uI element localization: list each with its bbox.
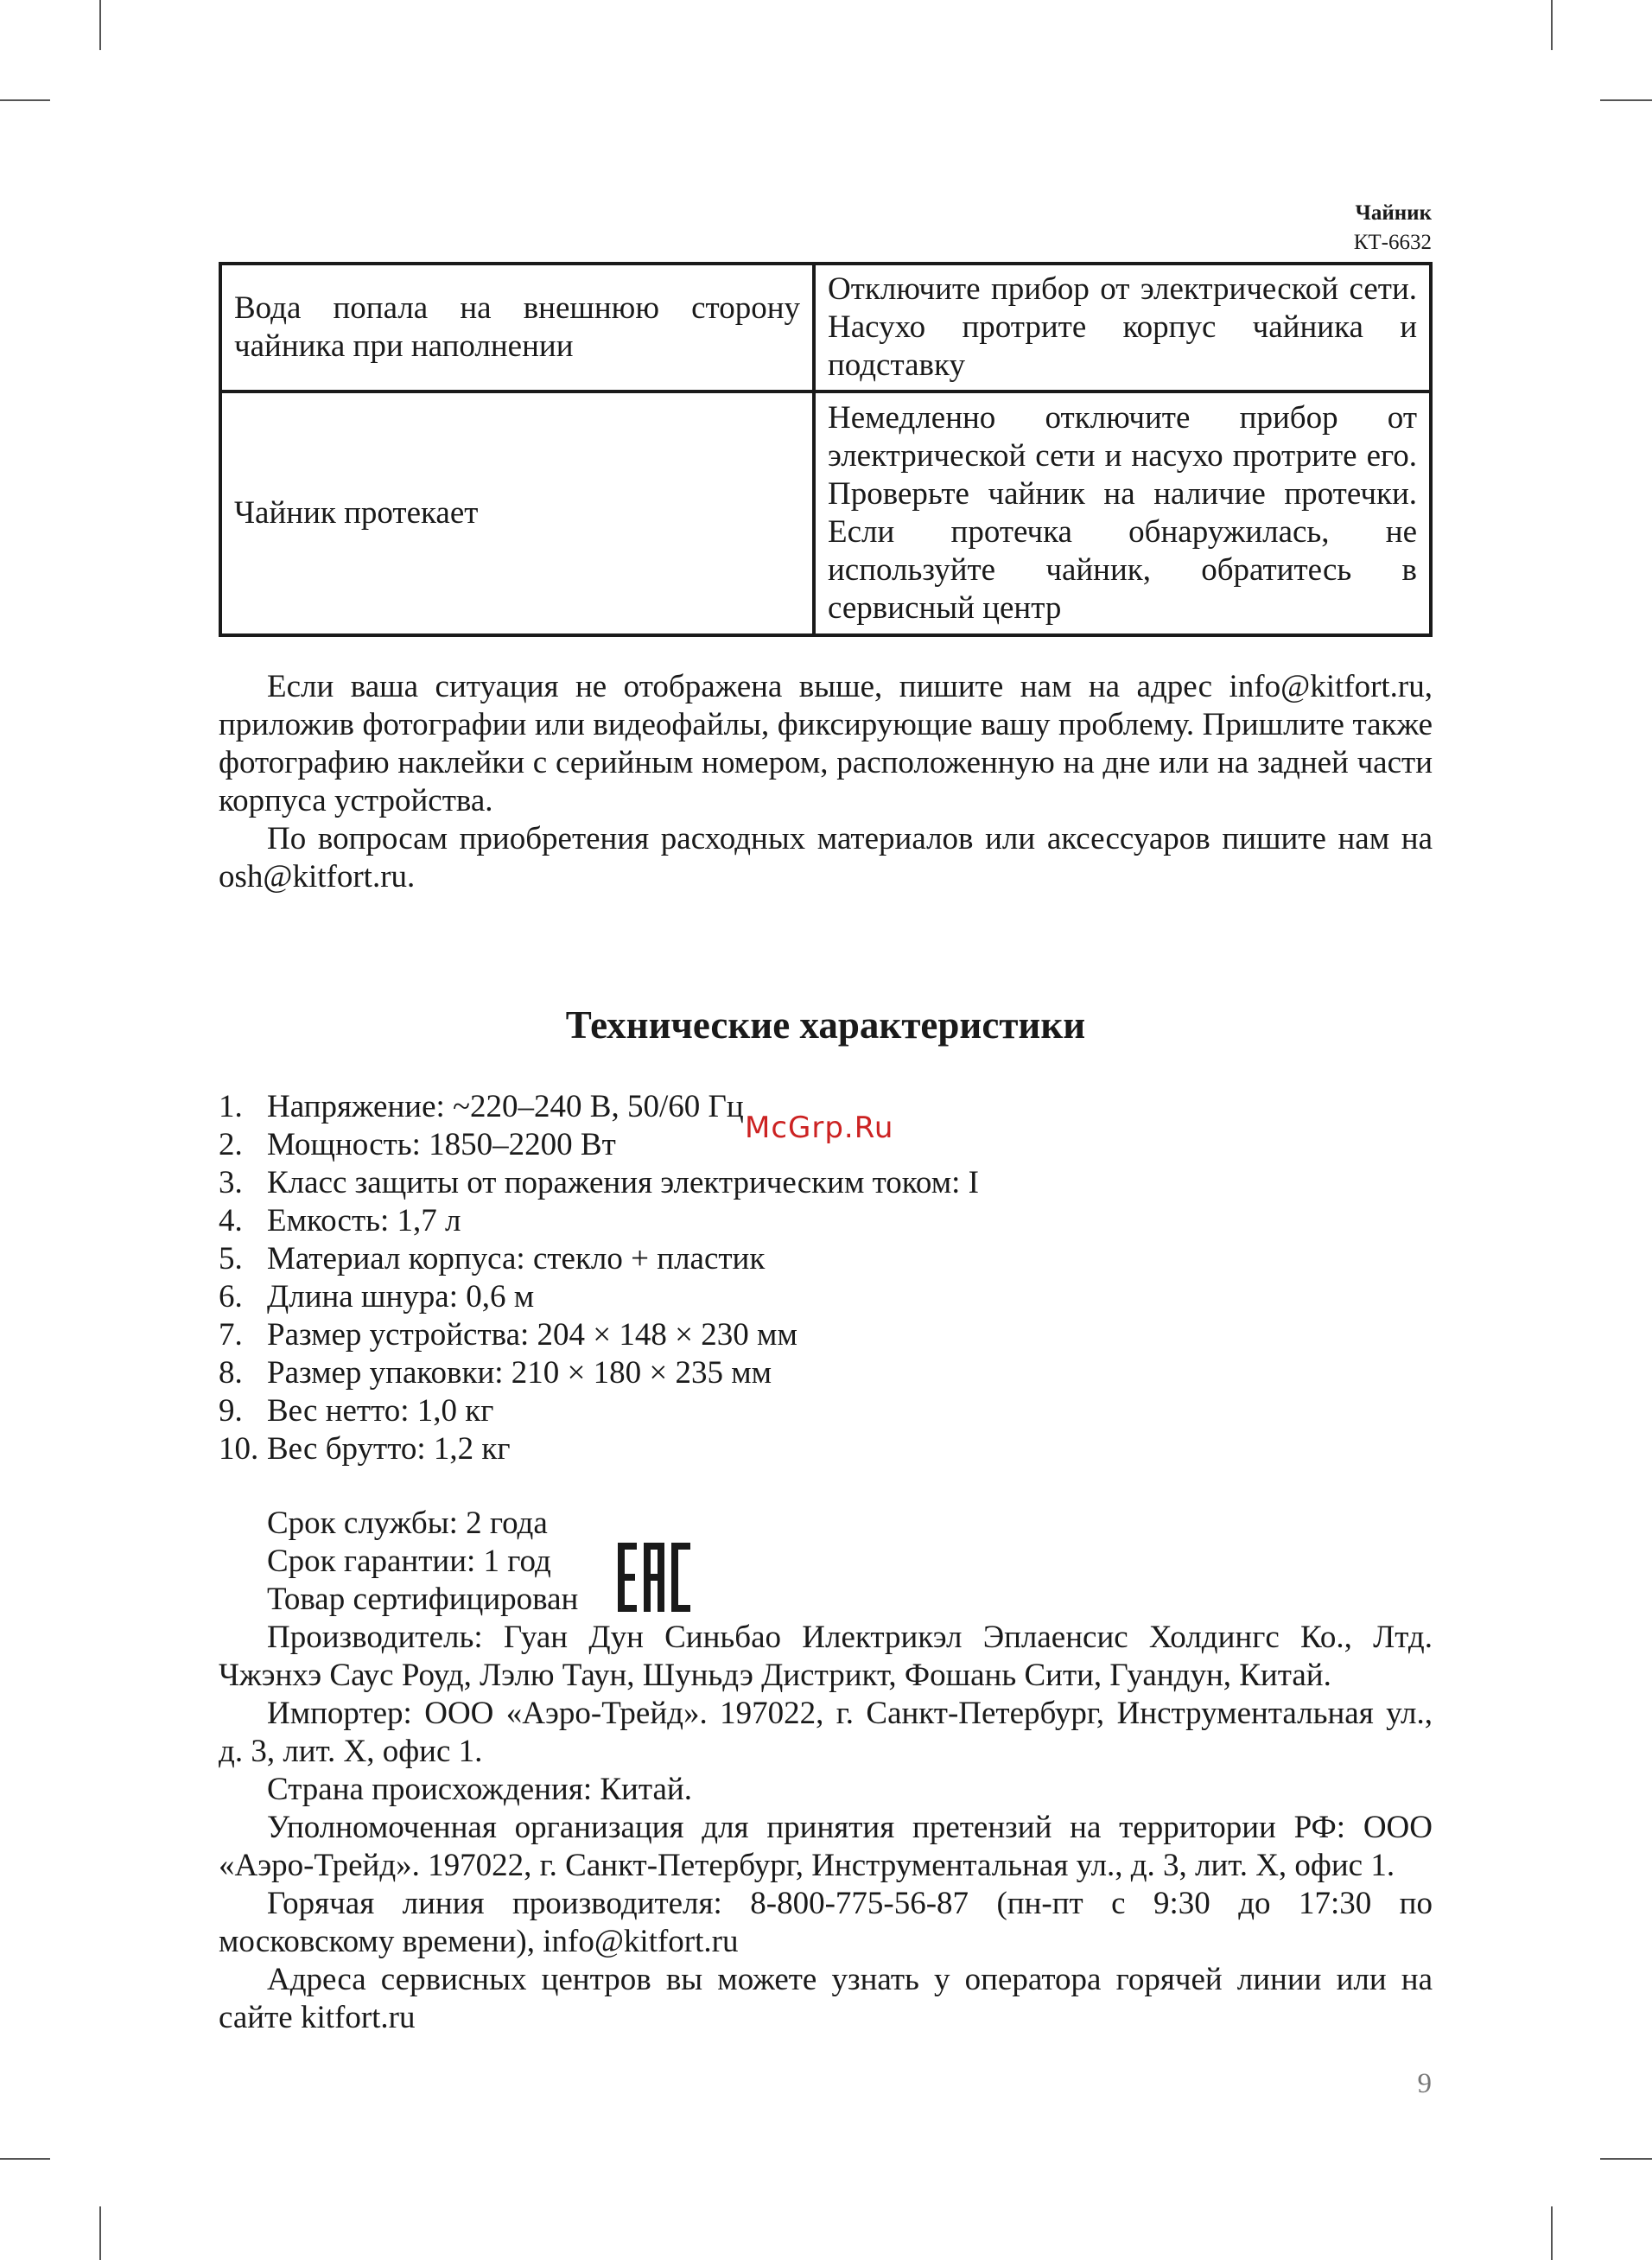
section-title: Технические характеристики <box>565 1003 1086 1047</box>
running-header <box>1354 199 1432 258</box>
list-item <box>219 1088 1255 1126</box>
item-text: Класс защиты от поражения электрическим током: I <box>267 1165 979 1200</box>
item-text: Вес брутто: 1,2 кг <box>267 1431 511 1467</box>
item-number: 5. <box>219 1241 243 1276</box>
item-number: 1. <box>219 1089 243 1124</box>
list-item <box>219 1278 1255 1316</box>
crop-mark-bottom-left <box>99 2206 101 2260</box>
eac-mark-icon <box>618 1543 690 1612</box>
info-paragraph: Уполномоченная организация для принятия претензий на территории РФ: ООО «Аэро-Трейд». 197022, г. Санкт-Петербург, Инструментальная ул., д. 3, лит. Х, офис 1. <box>219 1810 1433 1883</box>
page-number: 9 <box>1417 2068 1432 2099</box>
item-number: 4. <box>219 1203 243 1238</box>
specs-list <box>219 1088 1255 1468</box>
info-paragraph: Производитель: Гуан Дун Синьбао Илектрикэл Эплаенсис Холдингс Ко., Лтд. Чжэнхэ Саус Роуд, Лэлю Таун, Шуньдэ Дистрикт, Фошань Сити, Гуандун, Китай. <box>219 1620 1433 1693</box>
item-text: Размер устройства: 204 × 148 × 230 мм <box>267 1317 797 1353</box>
list-item <box>219 1126 1255 1164</box>
service-info <box>219 1505 1433 2037</box>
list-item <box>219 1392 1255 1430</box>
problem-cell: Вода попала на внешнюю сторону чайника при наполнении <box>220 264 814 392</box>
list-item <box>219 1240 1255 1278</box>
problem-cell: Чайник протекает <box>220 392 814 635</box>
warranty: Срок гарантии: 1 год <box>267 1544 551 1579</box>
info-paragraph: Страна происхождения: Китай. <box>267 1772 692 1807</box>
table-row <box>220 392 1431 635</box>
info-paragraph: Горячая линия производителя: 8-800-775-56-87 (пн-пт с 9:30 до 17:30 по московскому времени), info@kitfort.ru <box>219 1886 1433 1959</box>
item-text: Емкость: 1,7 л <box>267 1203 461 1238</box>
troubleshooting-table <box>219 262 1433 637</box>
list-item <box>219 1164 1255 1202</box>
item-number: 2. <box>219 1127 243 1162</box>
service-life: Срок службы: 2 года <box>267 1506 548 1541</box>
solution-cell: Отключите прибор от электрической сети. Насухо протрите корпус чайника и подставку <box>814 264 1431 392</box>
contact-paragraph: По вопросам приобретения расходных материалов или аксессуаров пишите нам на osh@kitfort.ru. <box>219 821 1433 894</box>
certified-text: Товар сертифицирован <box>267 1582 579 1617</box>
item-text: Мощность: 1850–2200 Вт <box>267 1127 616 1162</box>
crop-mark-top-right-h <box>1600 99 1652 101</box>
item-number: 3. <box>219 1165 243 1200</box>
crop-mark-bottom-right-h <box>1600 2158 1652 2160</box>
crop-mark-bottom-left-h <box>0 2158 50 2160</box>
crop-mark-top-left-h <box>0 99 50 101</box>
list-item <box>219 1354 1255 1392</box>
contact-paragraph: Если ваша ситуация не отображена выше, пишите нам на адрес info@kitfort.ru, приложив фотографии или видеофайлы, фиксирующие вашу проблему. Пришлите также фотографию наклейки с серийным номером, расположенную на дне или на задней части корпуса устройства. <box>219 669 1433 818</box>
item-number: 10. <box>219 1431 259 1467</box>
contact-section <box>219 668 1433 896</box>
list-item <box>219 1202 1255 1240</box>
item-number: 7. <box>219 1317 243 1353</box>
item-text: Напряжение: ~220–240 В, 50/60 Гц <box>267 1089 744 1124</box>
watermark: McGrp.Ru <box>745 1111 894 1145</box>
item-number: 8. <box>219 1355 243 1391</box>
item-number: 9. <box>219 1393 243 1429</box>
item-number: 6. <box>219 1279 243 1315</box>
list-item <box>219 1430 1255 1468</box>
crop-mark-top-left <box>99 0 101 50</box>
item-text: Вес нетто: 1,0 кг <box>267 1393 494 1429</box>
list-item <box>219 1316 1255 1354</box>
crop-mark-top-right <box>1551 0 1553 50</box>
crop-mark-bottom-right <box>1551 2206 1553 2260</box>
item-text: Материал корпуса: стекло + пластик <box>267 1241 766 1276</box>
item-text: Размер упаковки: 210 × 180 × 235 мм <box>267 1355 772 1391</box>
info-paragraph: Адреса сервисных центров вы можете узнать у оператора горячей линии или на сайте kitfort.ru <box>219 1962 1433 2035</box>
solution-cell: Немедленно отключите прибор от электрической сети и насухо протрите его. Проверьте чайник на наличие протечки. Если протечка обнаружилась, не используйте чайник, обратитесь в сервисный центр <box>814 392 1431 635</box>
info-paragraph: Импортер: ООО «Аэро-Трейд». 197022, г. Санкт-Петербург, Инструментальная ул., д. 3, лит. Х, офис 1. <box>219 1696 1433 1769</box>
product-model: КТ-6632 <box>1353 231 1432 254</box>
table-row <box>220 264 1431 392</box>
item-text: Длина шнура: 0,6 м <box>267 1279 535 1315</box>
product-title: Чайник <box>1355 201 1432 225</box>
